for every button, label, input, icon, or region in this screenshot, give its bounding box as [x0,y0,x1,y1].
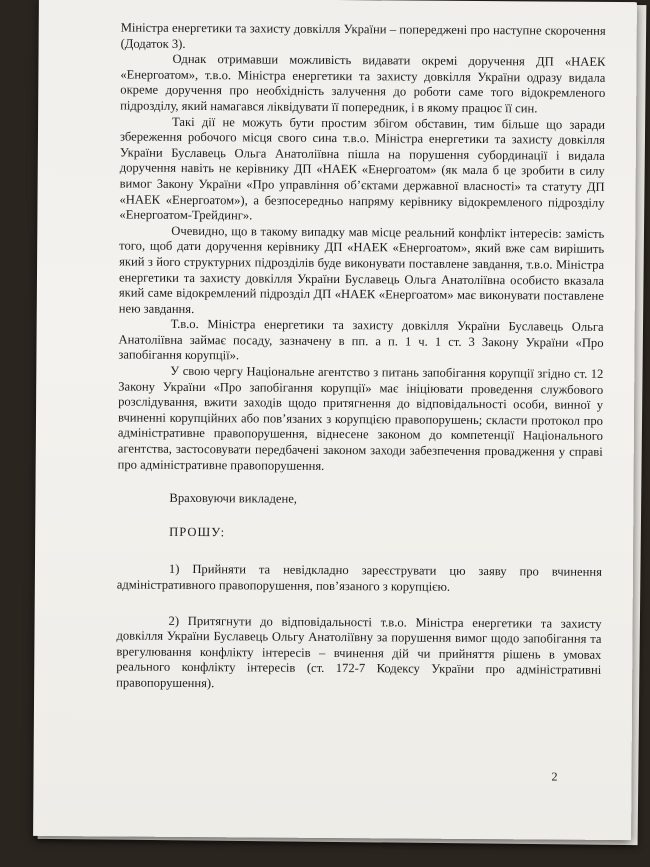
request-item-2: 2) Притягнути до відповідальності т.в.о. Міністра енергетики та захисту довкілля України Буславець Ольгу Анатоліївну за порушення вимог щодо запобігання та врегулювання конфлікту інтересів – вчинення дій чи прийняття рішень в умовах реального конфлікту інтересів (ст. 172-7 Кодексу України про адміністративні правопорушення). [116,613,602,691]
paragraph-order-issued: Однак отримавши можливість видавати окремі доручення ДП «НАЕК «Енергоатом», т.в.о. Міністра енергетики та захисту довкілля України одразу видала окреме доручення про необхідність залучення до роботи саме того відокремленого підрозділу, який намагався ліквідувати її попередник, і в якому працює її син. [120,52,606,116]
request-item-1: 1) Прийняти та невідкладно зареєструвати цю заяву про вчинення адміністративного правопорушення, пов’язаного з корупцією. [116,562,602,594]
paragraph-nazk-powers: У свою чергу Національне агентство з питань запобігання корупції згідно ст. 12 Закону України «Про запобігання корупції» має ініціювати проведення службового розслідування, вжити заходів щодо притягнення до відповідальності особи, винної у вчиненні корупційних або пов’язаних з корупцією правопорушень; скласти протокол про адміністративне правопорушення, віднесене законом до компетенції Національного агентства, застосовувати передбачені законом заходи забезпечення провадження у справі про адміністративне правопорушення. [117,363,604,473]
paragraph-conflict-of-interest: Очевидно, що в такому випадку мав місце реальний конфлікт інтересів: замість того, щоб дати доручення керівнику ДП «НАЕК «Енергоатом», який вже сам вирішить який з його структурних підрозділів буде виконувати поставлене завдання, т.в.о. Міністра енергетики та захисту довкілля України Буславець Ольга Анатоліївна особисто вказала який саме відокремлений підрозділ ДП «НАЕК «Енергоатом» має виконувати поставлене нею завдання. [118,223,605,316]
paragraph-continuation: Міністра енергетики та захисту довкілля України – попереджені про наступне скорочення (Додаток 3). [120,20,606,51]
document-page [33,0,637,840]
paragraph-position: Т.в.о. Міністра енергетики та захисту довкілля України Буславець Ольга Анатоліївна займає посаду, зазначену в пп. а п. 1 ч. 1 ст. 3 Закону України «Про запобігання корупції». [118,317,604,363]
request-heading: ПРОШУ: [169,524,226,540]
paragraph-subordination: Такі дії не можуть бути простим збігом обставин, тим більше що заради збереження робочого місця свого сина т.в.о. Міністра енергетики та захисту довкілля України Буславець Ольга Анатоліївна пішла на порушення субординації і видала доручення навіть не керівнику ДП «НАЕК «Енергоатом» (як мала б це зробити в силу вимог Закону України «Про управління об’єктами державної власності» та статуту ДП «НАЕК «Енергоатом»), а безпосередньо напряму керівнику відокремленого підрозділу «Енергоатом-Трейдинг». [119,114,606,223]
page-number: 2 [551,769,558,784]
conclusion-line: Враховуючи викладене, [169,491,298,506]
document-body [116,20,606,694]
